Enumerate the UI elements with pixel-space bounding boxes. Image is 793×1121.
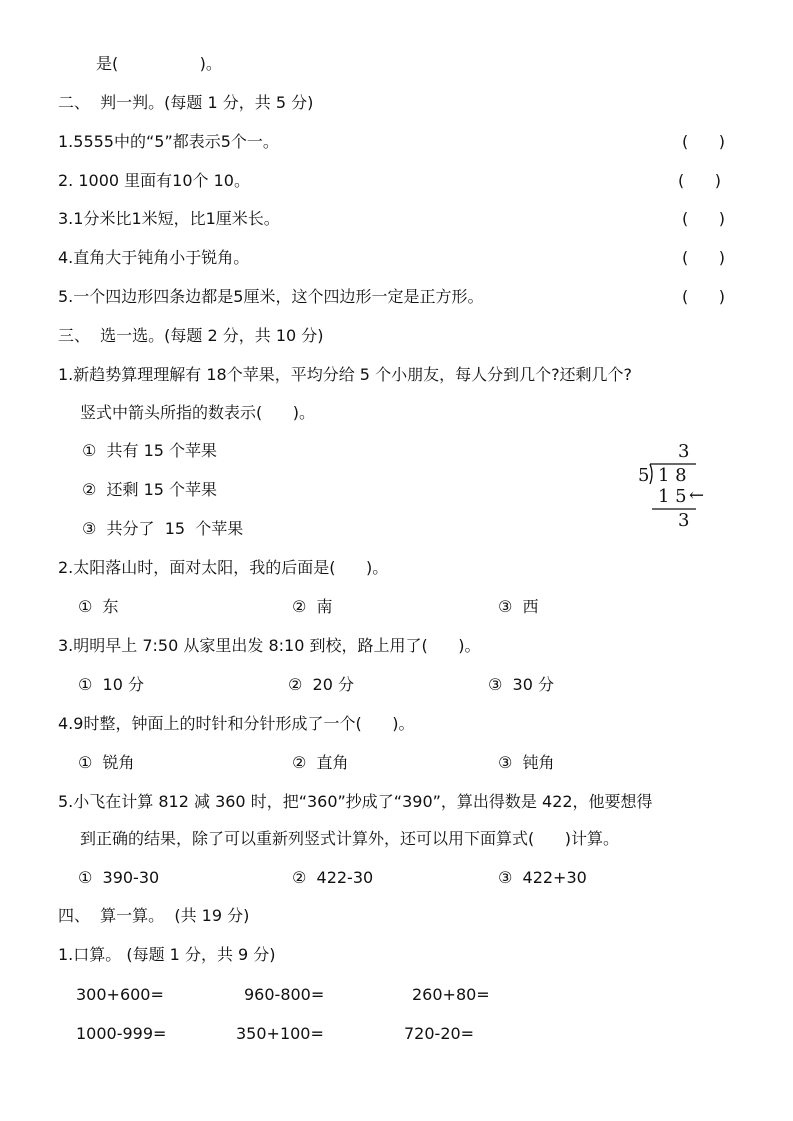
section4-heading: 四、 算一算。 (共 19 分) <box>58 906 250 925</box>
judge-item-2: 2. 1000 里面有10个 10。 <box>58 171 250 190</box>
division-dividend: 1 8 <box>658 465 687 486</box>
division-product: 1 5 <box>658 486 687 507</box>
division-quotient: 3 <box>678 441 690 462</box>
section2-heading: 二、 判一判。(每题 1 分，共 5 分) <box>58 93 314 112</box>
q1-option-3[interactable]: ③ 共分了 15 个苹果 <box>82 519 244 538</box>
arrow-icon: ← <box>689 485 705 506</box>
long-division-figure <box>628 440 708 535</box>
choice-q5-line2: 到正确的结果，除了可以重新列竖式计算外，还可以用下面算式( )计算。 <box>80 829 620 848</box>
q1-option-1[interactable]: ① 共有 15 个苹果 <box>82 441 218 460</box>
answer-blank-5[interactable]: ( ) <box>682 287 725 306</box>
choice-q1-line1: 1.新趋势算理理解有 18个苹果，平均分给 5 个小朋友，每人分到几个?还剩几个? <box>58 365 633 384</box>
answer-blank-2[interactable]: ( ) <box>678 171 721 190</box>
judge-item-5: 5.一个四边形四条边都是5厘米，这个四边形一定是正方形。 <box>58 287 484 306</box>
q3-option-1[interactable]: ① 10 分 <box>78 675 144 694</box>
oral-calc-5: 350+100= <box>236 1024 324 1043</box>
choice-q2-stem: 2.太阳落山时，面对太阳，我的后面是( )。 <box>58 558 389 577</box>
oral-calc-1: 300+600= <box>76 985 164 1004</box>
q3-option-3[interactable]: ③ 30 分 <box>488 675 554 694</box>
division-divisor: 5 <box>638 465 650 486</box>
q2-option-1[interactable]: ① 东 <box>78 597 119 616</box>
answer-blank-4[interactable]: ( ) <box>682 248 725 267</box>
division-remainder: 3 <box>678 510 690 531</box>
oral-calc-6: 720-20= <box>404 1024 475 1043</box>
judge-item-3: 3.1分米比1米短，比1厘米长。 <box>58 209 280 228</box>
q4-option-3[interactable]: ③ 钝角 <box>498 753 555 772</box>
q4-option-1[interactable]: ① 锐角 <box>78 753 135 772</box>
judge-item-4: 4.直角大于钝角小于锐角。 <box>58 248 250 267</box>
answer-blank-3[interactable]: ( ) <box>682 209 725 228</box>
section4-sub1: 1.口算。 (每题 1 分，共 9 分) <box>58 945 276 964</box>
q5-option-1[interactable]: ① 390-30 <box>78 868 160 887</box>
intro-line: 是( )。 <box>96 54 222 73</box>
choice-q5-line1: 5.小飞在计算 812 减 360 时，把“360”抄成了“390”，算出得数是 422，他要想得 <box>58 792 653 811</box>
oral-calc-3: 260+80= <box>412 985 490 1004</box>
q3-option-2[interactable]: ② 20 分 <box>288 675 354 694</box>
q2-option-3[interactable]: ③ 西 <box>498 597 539 616</box>
oral-calc-4: 1000-999= <box>76 1024 167 1043</box>
section3-heading: 三、 选一选。(每题 2 分，共 10 分) <box>58 326 324 345</box>
q4-option-2[interactable]: ② 直角 <box>292 753 349 772</box>
q2-option-2[interactable]: ② 南 <box>292 597 333 616</box>
oral-calc-2: 960-800= <box>244 985 325 1004</box>
q5-option-2[interactable]: ② 422-30 <box>292 868 374 887</box>
q1-option-2[interactable]: ② 还剩 15 个苹果 <box>82 480 218 499</box>
judge-item-1: 1.5555中的“5”都表示5个一。 <box>58 132 279 151</box>
choice-q4-stem: 4.9时整，钟面上的时针和分针形成了一个( )。 <box>58 714 415 733</box>
choice-q1-line2: 竖式中箭头所指的数表示( )。 <box>80 403 316 422</box>
choice-q3-stem: 3.明明早上 7:50 从家里出发 8:10 到校，路上用了( )。 <box>58 636 481 655</box>
answer-blank-1[interactable]: ( ) <box>682 132 725 151</box>
q5-option-3[interactable]: ③ 422+30 <box>498 868 587 887</box>
